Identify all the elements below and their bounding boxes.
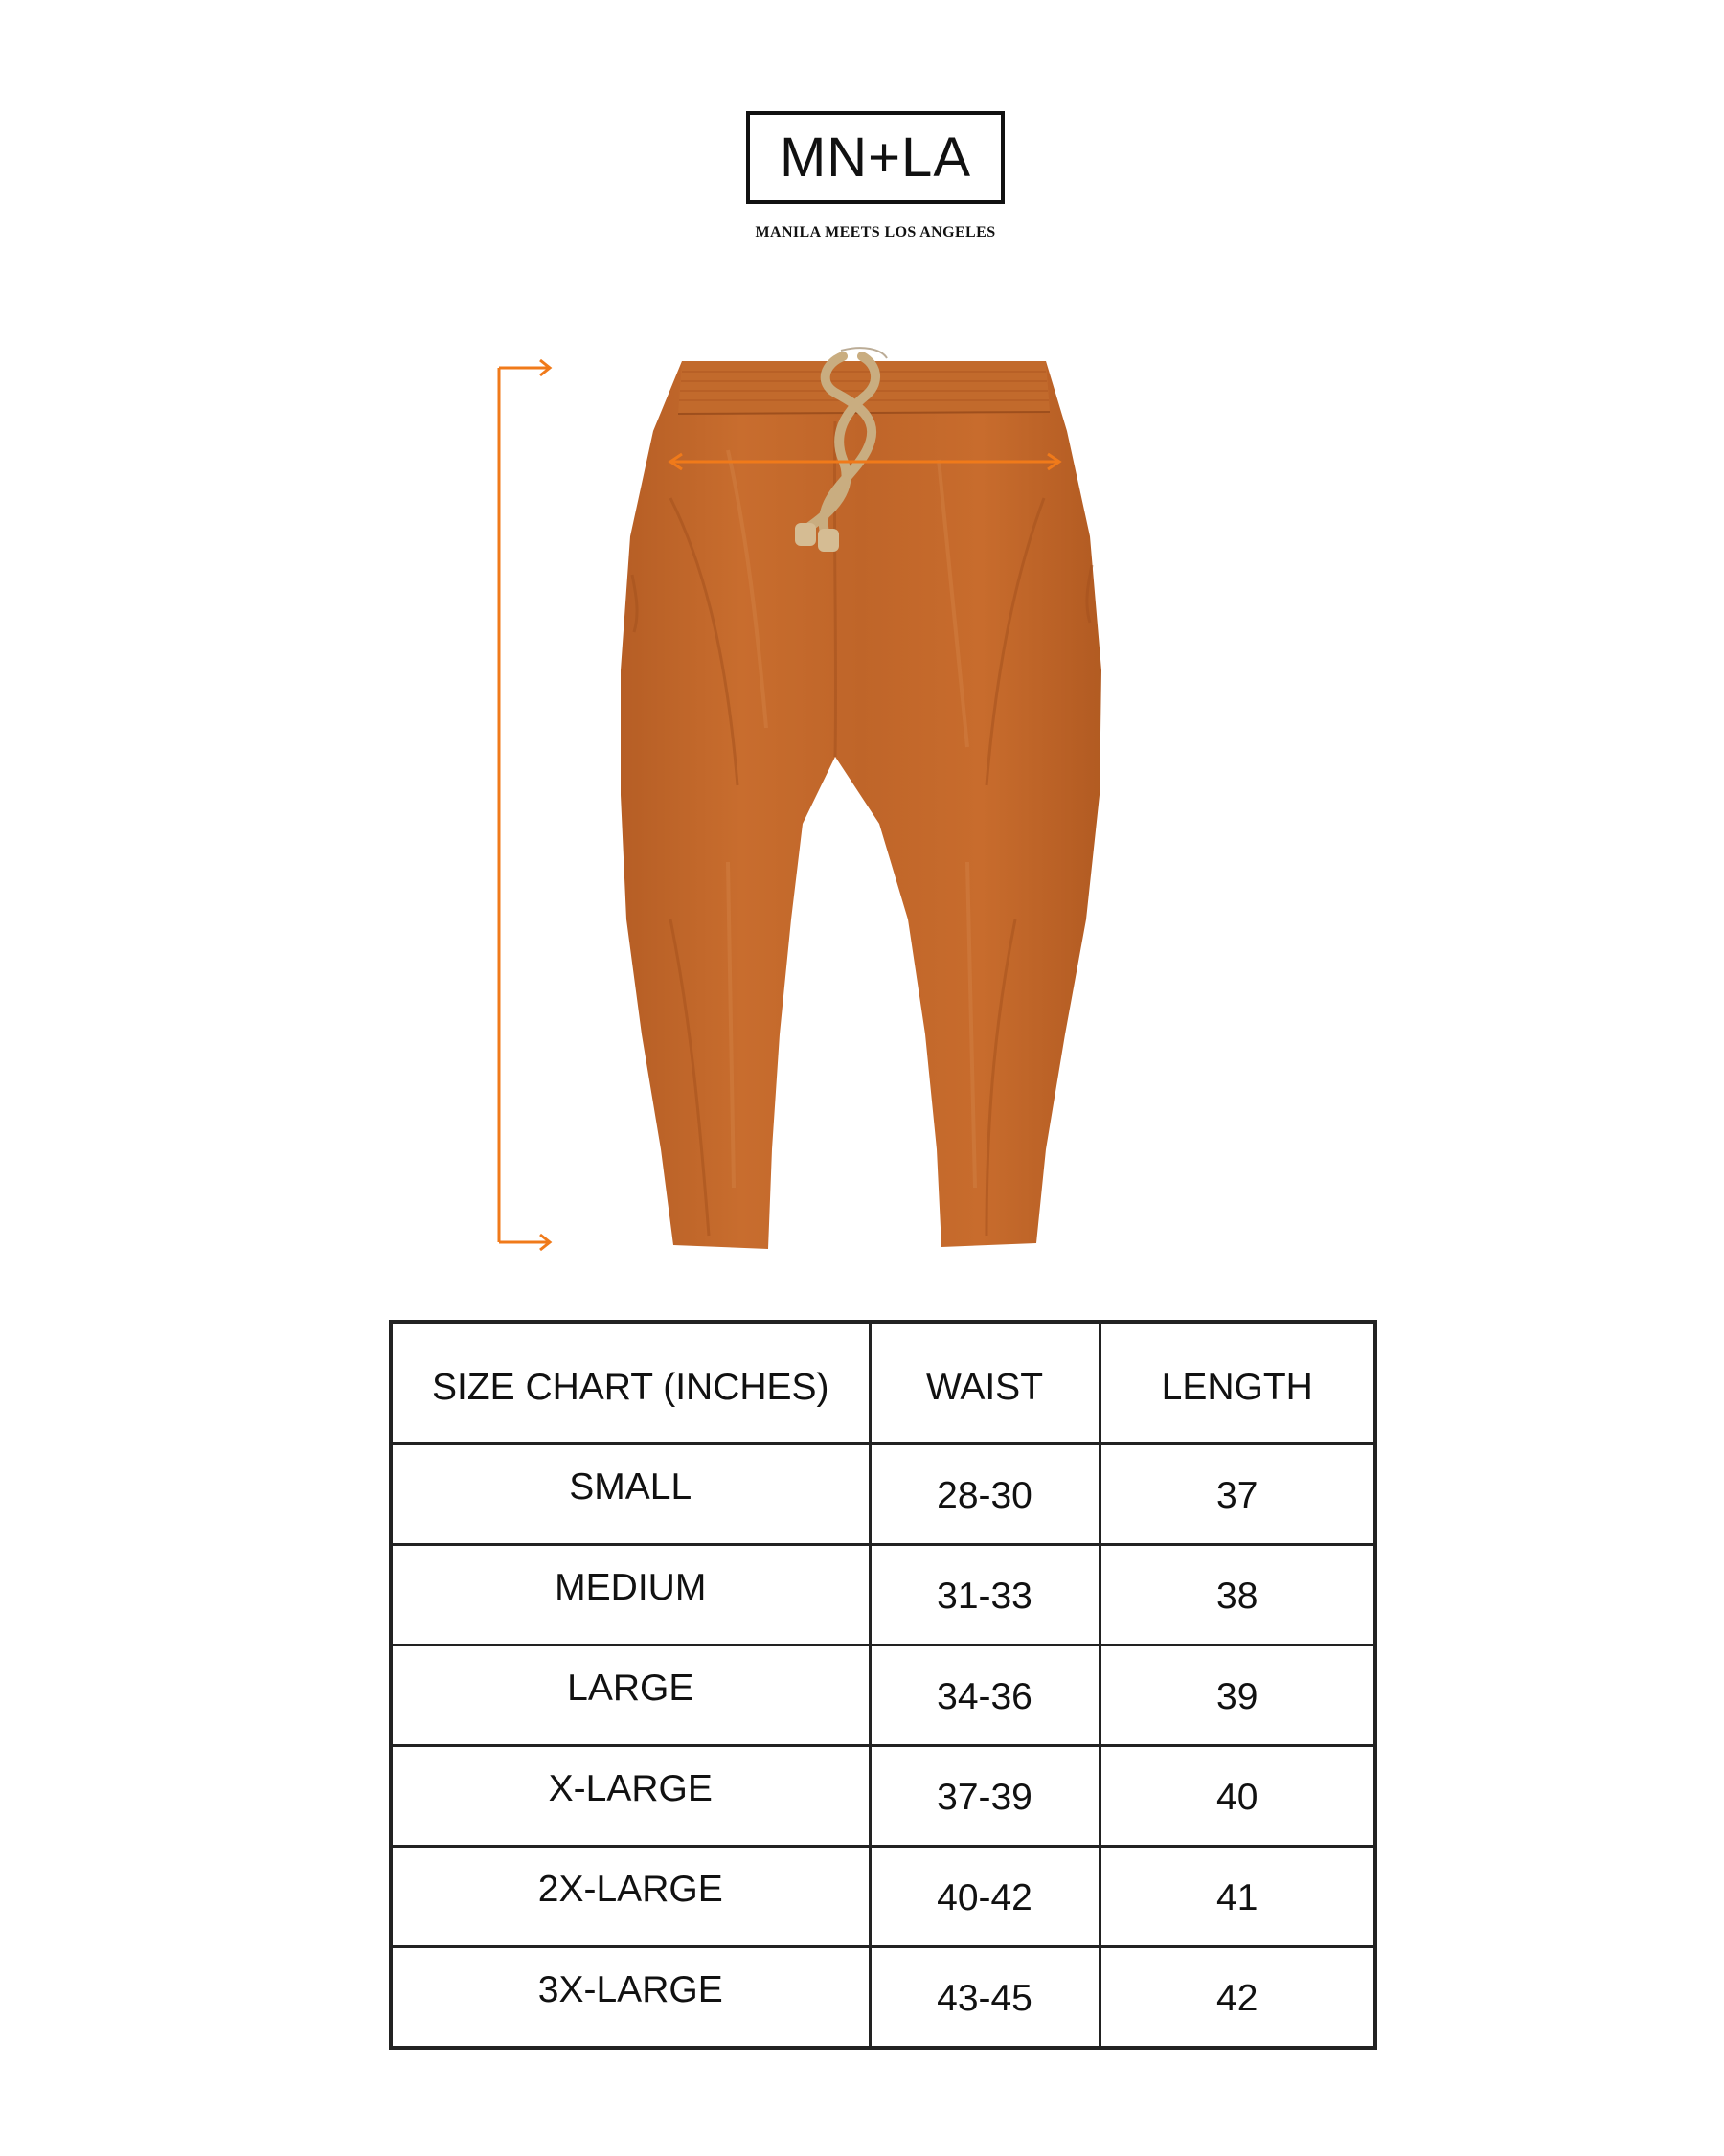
brand-logo-text: MN+LA xyxy=(779,125,971,189)
waist-cell: 40-42 xyxy=(870,1847,1100,1947)
length-cell: 42 xyxy=(1100,1947,1375,2049)
pants-body xyxy=(621,361,1101,1249)
length-cell: 38 xyxy=(1100,1545,1375,1645)
drawstring-tip-right xyxy=(818,529,839,552)
header-size-chart: SIZE CHART (INCHES) xyxy=(391,1322,870,1444)
size-name-cell: 2X-LARGE xyxy=(391,1847,870,1947)
pants-waistband xyxy=(678,361,1050,414)
size-name-cell: X-LARGE xyxy=(391,1746,870,1847)
waist-cell: 43-45 xyxy=(870,1947,1100,2049)
size-name-cell: LARGE xyxy=(391,1645,870,1746)
header-waist: WAIST xyxy=(870,1322,1100,1444)
table-row xyxy=(391,1645,1375,1746)
waist-cell: 28-30 xyxy=(870,1444,1100,1545)
table-row xyxy=(391,1746,1375,1847)
length-cell: 40 xyxy=(1100,1746,1375,1847)
length-cell: 39 xyxy=(1100,1645,1375,1746)
waist-cell: 37-39 xyxy=(870,1746,1100,1847)
table-row xyxy=(391,1947,1375,2049)
length-cell: 37 xyxy=(1100,1444,1375,1545)
table-row xyxy=(391,1444,1375,1545)
waist-cell: 34-36 xyxy=(870,1645,1100,1746)
length-cell: 41 xyxy=(1100,1847,1375,1947)
length-measure-arrow xyxy=(499,360,550,1250)
waist-cell: 31-33 xyxy=(870,1545,1100,1645)
size-name-cell: MEDIUM xyxy=(391,1545,870,1645)
drawstring-tip-left xyxy=(795,523,816,546)
size-name-cell: 3X-LARGE xyxy=(391,1947,870,2049)
table-row xyxy=(391,1545,1375,1645)
table-row xyxy=(391,1847,1375,1947)
brand-tagline: MANILA MEETS LOS ANGELES xyxy=(755,224,996,240)
header-length: LENGTH xyxy=(1100,1322,1375,1444)
size-name-cell: SMALL xyxy=(391,1444,870,1545)
size-chart-table xyxy=(389,1320,1377,2050)
size-chart-header-row xyxy=(391,1322,1375,1444)
